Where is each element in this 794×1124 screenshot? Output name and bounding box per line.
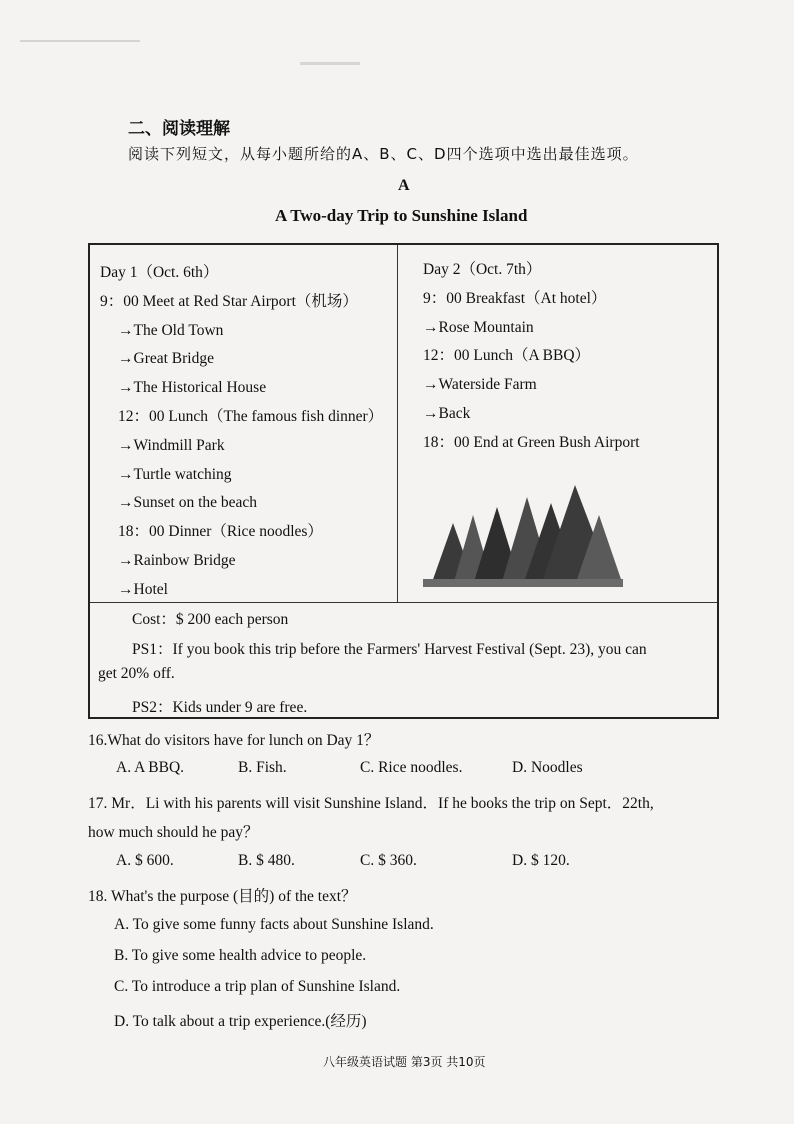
question-16: 16.What do visitors have for lunch on Day 1？ [88,732,380,749]
day1-item: →The Historical House [118,379,267,397]
bleed-through-mark [20,40,140,42]
bleed-through-mark [300,62,360,65]
ps1-line: PS1：If you book this trip before the Farmers' Harvest Festival (Sept. 23), you can [132,641,647,658]
question-17-option-d: D. $ 120. [512,852,570,869]
question-18-option-a: A. To give some funny facts about Sunshine Island. [114,916,434,933]
question-16-option-b: B. Fish. [238,759,287,776]
day2-item: 12：00 Lunch（A BBQ） [423,347,591,365]
question-16-option-d: D. Noodles [512,759,583,776]
day1-item: →Sunset on the beach [118,494,258,512]
day1-column [100,259,383,605]
day1-header: Day 1（Oct. 6th） [100,264,219,281]
column-divider [397,245,398,602]
day1-item: →Windmill Park [118,436,225,454]
day2-item: →Back [423,404,471,422]
question-17-option-c: C. $ 360. [360,852,417,869]
day2-item: 18：00 End at Green Bush Airport [423,433,640,451]
day1-item: →The Old Town [118,321,224,339]
day2-item: 9：00 Breakfast（At hotel） [423,289,607,307]
day1-item: 18：00 Dinner（Rice noodles） [118,523,323,541]
question-16-option-c: C. Rice noodles. [360,759,463,776]
day2-header: Day 2（Oct. 7th） [423,261,542,278]
day2-item: →Waterside Farm [423,376,537,394]
passage-title: A Two-day Trip to Sunshine Island [275,206,528,225]
day1-item: 9：00 Meet at Red Star Airport（机场） [100,292,358,310]
mountain-ground [423,579,623,587]
day1-item: 12：00 Lunch（The famous fish dinner） [118,407,384,425]
question-18-option-c: C. To introduce a trip plan of Sunshine Island. [114,978,401,995]
page-footer: 八年级英语试题 第3页 共10页 [323,1055,486,1069]
day1-item: →Turtle watching [118,465,232,483]
day2-item: →Rose Mountain [423,318,534,336]
question-17-continued: how much should he pay？ [88,824,259,841]
ps1-line-continued: get 20% off. [98,665,175,682]
question-17: 17. Mr．Li with his parents will visit Sunshine Island．If he books the trip on Sept．22th, [88,795,654,812]
question-18-option-d: D. To talk about a trip experience.(经历) [114,1013,367,1030]
instructions: 阅读下列短文，从每小题所给的A、B、C、D四个选项中选出最佳选项。 [128,145,639,163]
itinerary-table [88,243,719,719]
ps2-line: PS2：Kids under 9 are free. [132,699,308,716]
question-16-option-a: A. A BBQ. [116,759,185,776]
passage-letter: A [398,177,410,194]
question-17-option-a: A. $ 600. [116,852,174,869]
question-18-option-b: B. To give some health advice to people. [114,947,367,964]
section-title: 二、阅读理解 [128,119,230,139]
mountain-illustration [423,485,633,591]
day1-item: →Hotel [118,580,168,598]
day2-column [423,256,640,458]
cost-line: Cost：$ 200 each person [132,611,289,628]
day1-item: →Great Bridge [118,350,214,368]
question-18: 18. What's the purpose (目的) of the text？ [88,888,357,905]
day1-item: →Rainbow Bridge [118,551,236,569]
question-17-option-b: B. $ 480. [238,852,295,869]
